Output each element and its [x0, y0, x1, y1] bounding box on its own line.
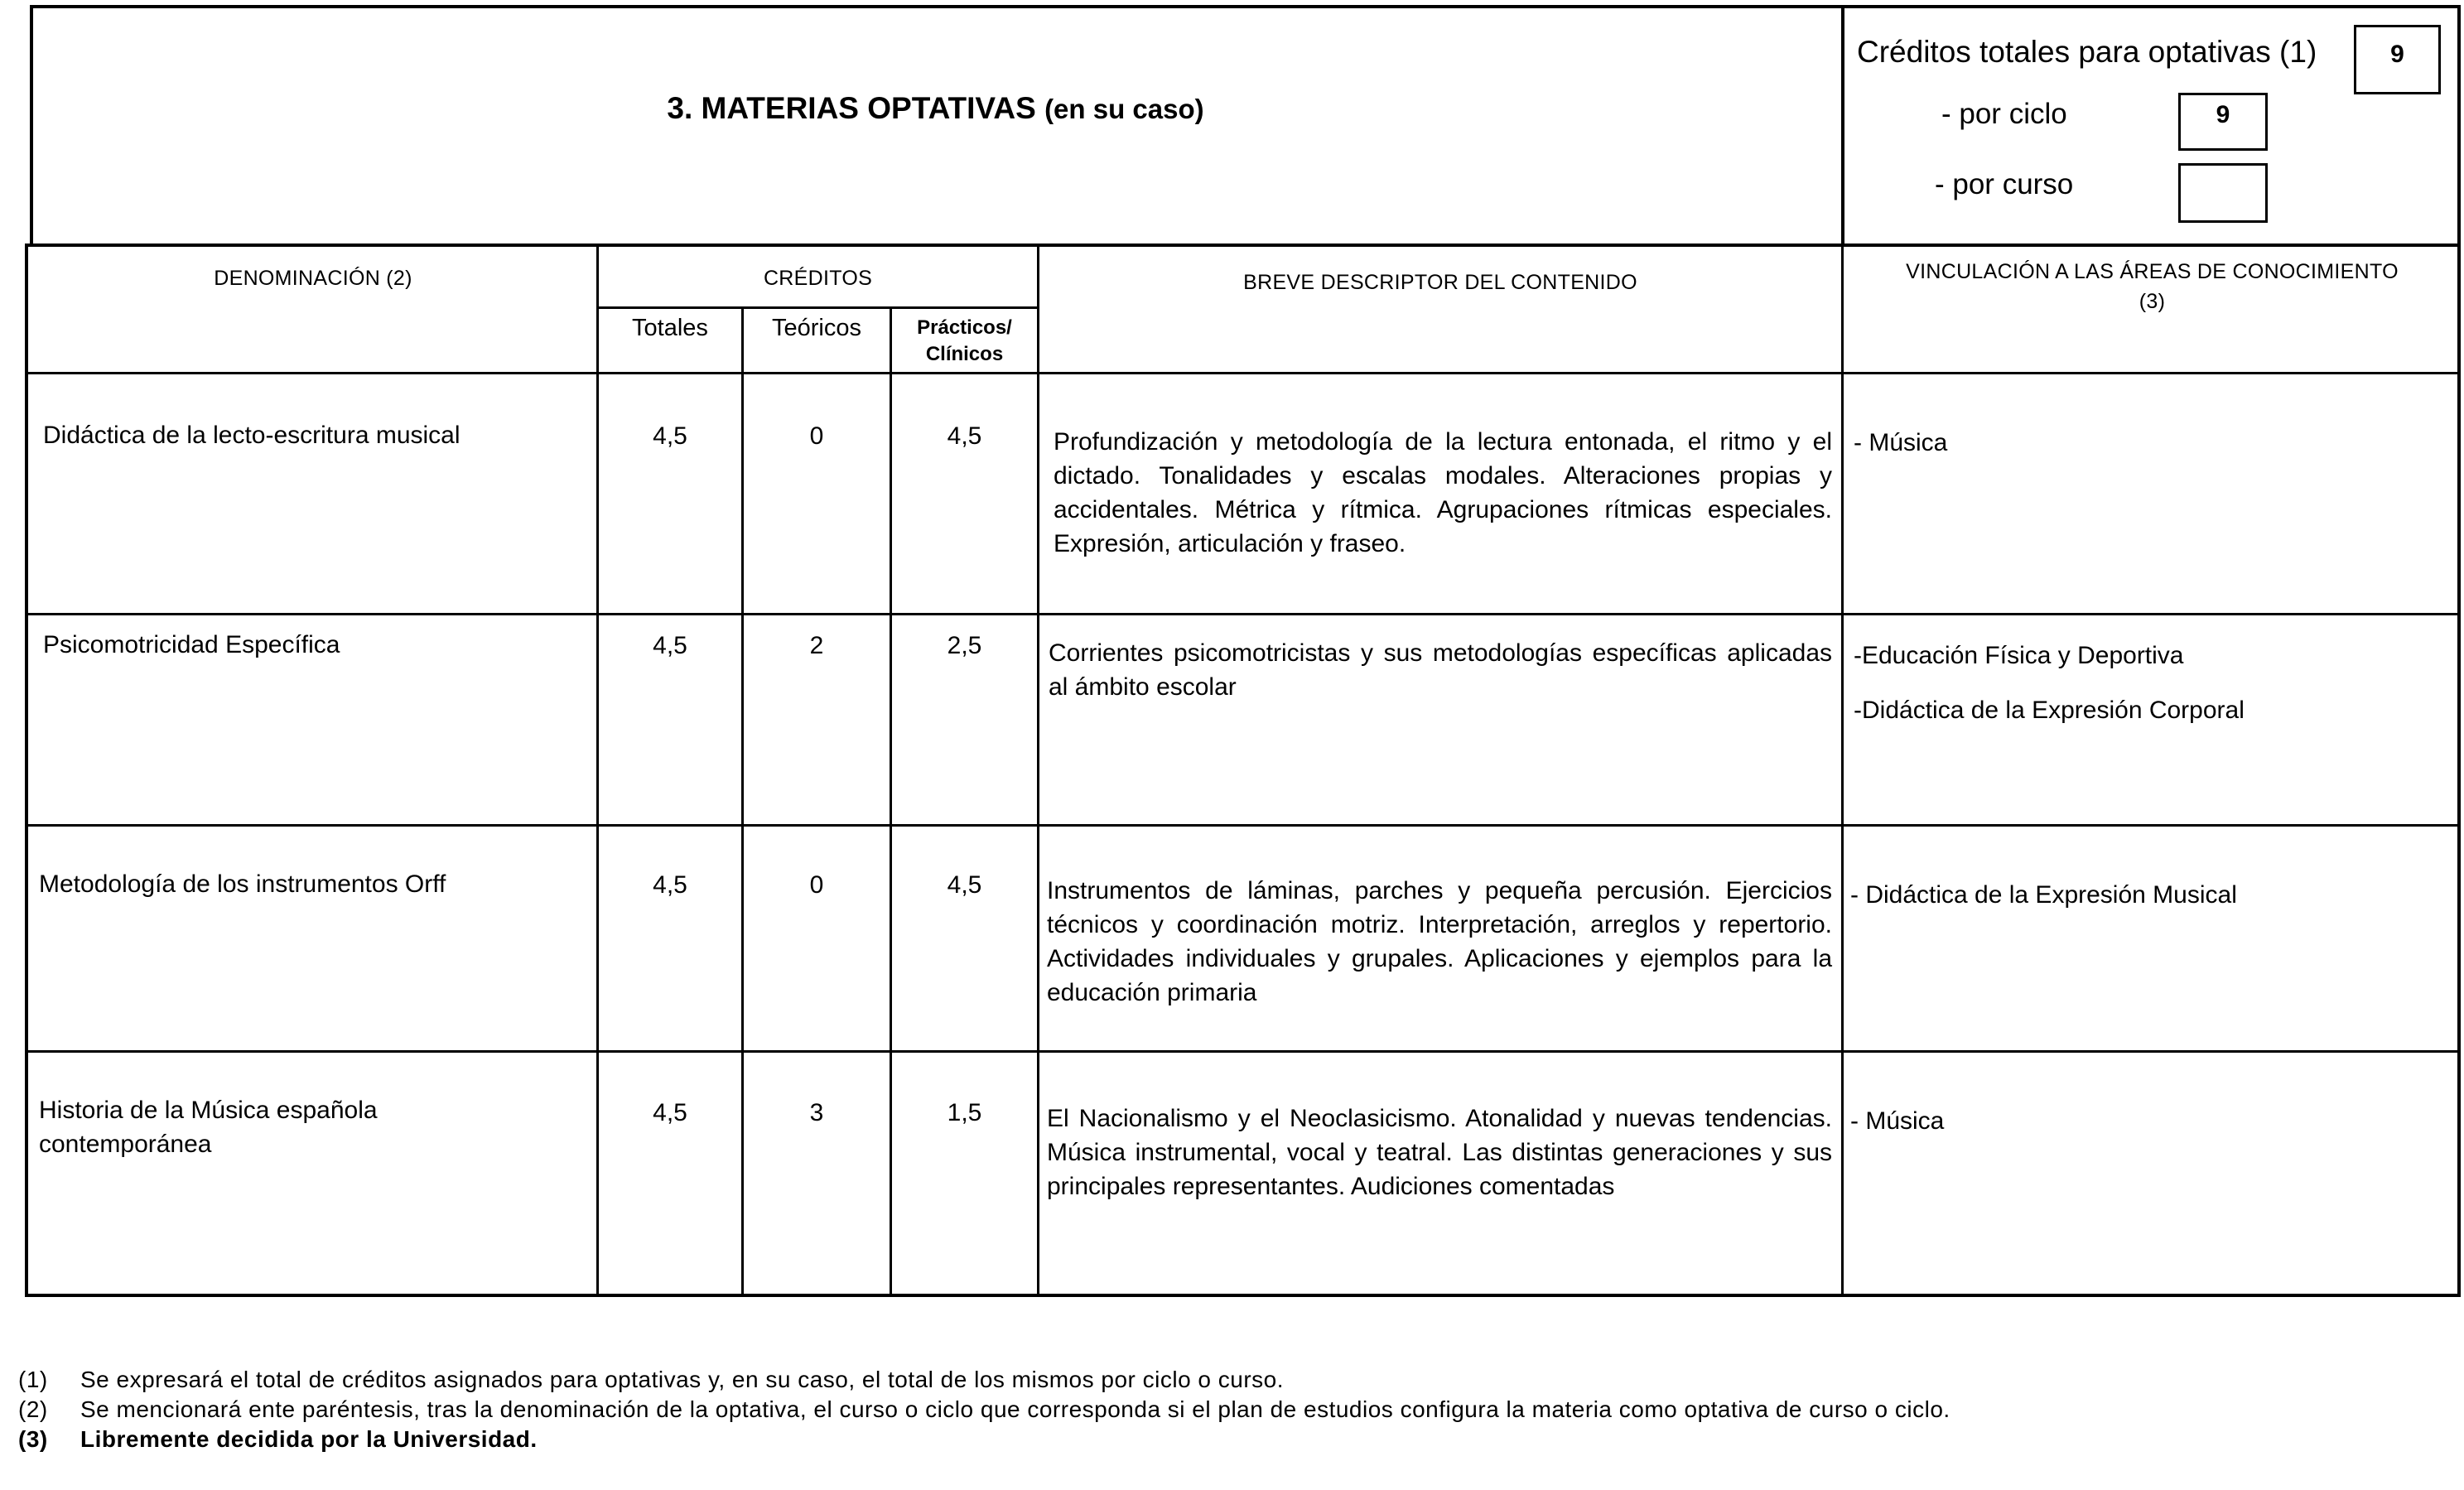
col-header-teoricos: Teóricos [772, 315, 861, 341]
row-4-totales: 4,5 [653, 1099, 687, 1126]
row-1-name: Didáctica de la lecto-escritura musical [43, 422, 460, 449]
section-title-paren: (en su caso) [1044, 94, 1204, 124]
row-3-practicos: 4,5 [947, 871, 982, 899]
per-cycle-value: 9 [2178, 93, 2268, 151]
footnote-2-text: Se mencionará ente paréntesis, tras la denominación de la optativa, el curso o ciclo que corresponda si el plan de estudios configura la materia como optativa de curso o ciclo. [80, 1396, 1950, 1422]
row-1-area-1: - Música [1854, 429, 1948, 456]
col-header-denominacion: DENOMINACIÓN (2) [214, 267, 412, 290]
row-1-descriptor: Profundización y metodología de la lectura entonada, el ritmo y el dictado. Tonalidades y escalas modales. Alteraciones propias y accidentales. Métrica y rítmica. Agrupaciones rítmicas especiales. Expresión, articulación y fraseo. [1054, 428, 1832, 557]
title-divider [1841, 5, 1844, 247]
row-line-2 [25, 824, 2461, 827]
col-header-totales: Totales [632, 315, 708, 341]
row-3-area-1: - Didáctica de la Expresión Musical [1850, 881, 2237, 909]
row-3-totales: 4,5 [653, 871, 687, 899]
per-course-value [2178, 163, 2268, 223]
row-2-area-1: -Educación Física y Deportiva [1854, 642, 2184, 669]
footnote-1-text: Se expresará el total de créditos asignados para optativas y, en su caso, el total de los mismos por ciclo o curso. [80, 1367, 1285, 1392]
footnote-2-num: (2) [18, 1396, 48, 1422]
row-1-teoricos: 0 [809, 422, 824, 450]
row-2-teoricos: 2 [809, 632, 824, 659]
row-4-descriptor: El Nacionalismo y el Neoclasicismo. Atonalidad y nuevas tendencias. Música instrumental, vocal y teatral. Las distintas generaciones y sus principales representantes. Audiciones comentadas [1047, 1105, 1832, 1200]
col-header-practicos-line2: Clínicos [925, 343, 1004, 365]
footnote-3-text: Libremente decidida por la Universidad. [80, 1426, 538, 1452]
footnote-3 [18, 1425, 2445, 1454]
row-2-descriptor: Corrientes psicomotricistas y sus metodologías específicas aplicadas al ámbito escolar [1049, 639, 1832, 701]
row-line-1 [25, 613, 2461, 615]
row-2-practicos: 2,5 [947, 632, 982, 659]
col-header-practicos [892, 315, 1037, 368]
row-3-descriptor: Instrumentos de láminas, parches y pequeña percusión. Ejercicios técnicos y coordinación motriz. Interpretación, arreglos y repertorio. Actividades individuales y grupales. Aplicaciones y ejemplos para la educación primaria [1047, 877, 1832, 1006]
col-header-vinculacion-line1: VINCULACIÓN A LAS ÁREAS DE CONOCIMIENTO [1906, 260, 2399, 283]
col-line-totales [741, 308, 744, 1297]
row-4-teoricos: 3 [809, 1099, 824, 1126]
total-credits-label: Créditos totales para optativas (1) [1857, 35, 2317, 69]
row-1-practicos: 4,5 [947, 422, 982, 450]
footnote-1-num: (1) [18, 1367, 48, 1392]
total-credits-value: 9 [2354, 25, 2441, 94]
row-4-practicos: 1,5 [947, 1099, 982, 1126]
col-header-creditos: CRÉDITOS [763, 267, 873, 290]
footnote-1 [18, 1365, 2445, 1395]
section-title-main: 3. MATERIAS OPTATIVAS [667, 91, 1036, 125]
footnote-2 [18, 1395, 2445, 1425]
row-4-name-text: Historia de la Música española contemporánea [39, 1097, 378, 1158]
row-3-teoricos: 0 [809, 871, 824, 899]
per-cycle-label: - por ciclo [1941, 98, 2067, 130]
footnote-3-num: (3) [18, 1426, 48, 1452]
row-4-area-1: - Música [1850, 1107, 1945, 1135]
row-2-totales: 4,5 [653, 632, 687, 659]
row-2-area-2: -Didáctica de la Expresión Corporal [1854, 697, 2245, 724]
row-2-name: Psicomotricidad Específica [43, 631, 340, 658]
col-line-practicos [1037, 244, 1039, 1297]
col-header-descriptor: BREVE DESCRIPTOR DEL CONTENIDO [1243, 271, 1637, 294]
section-title [30, 91, 1841, 126]
col-header-vinculacion-line2: (3) [2139, 290, 2166, 313]
col-header-vinculacion [1844, 257, 2461, 316]
row-1-totales: 4,5 [653, 422, 687, 450]
per-course-label: - por curso [1935, 168, 2074, 200]
header-bottom-line [25, 372, 2461, 374]
credits-subheader-line [596, 306, 1039, 309]
col-line-denominacion [596, 244, 599, 1297]
row-3-name: Metodología de los instrumentos Orff [39, 870, 446, 898]
col-line-teoricos [890, 308, 892, 1297]
col-line-descriptor [1841, 244, 1844, 1297]
row-4-name [39, 1093, 387, 1161]
col-header-practicos-line1: Prácticos/ [917, 316, 1012, 339]
row-line-3 [25, 1050, 2461, 1053]
